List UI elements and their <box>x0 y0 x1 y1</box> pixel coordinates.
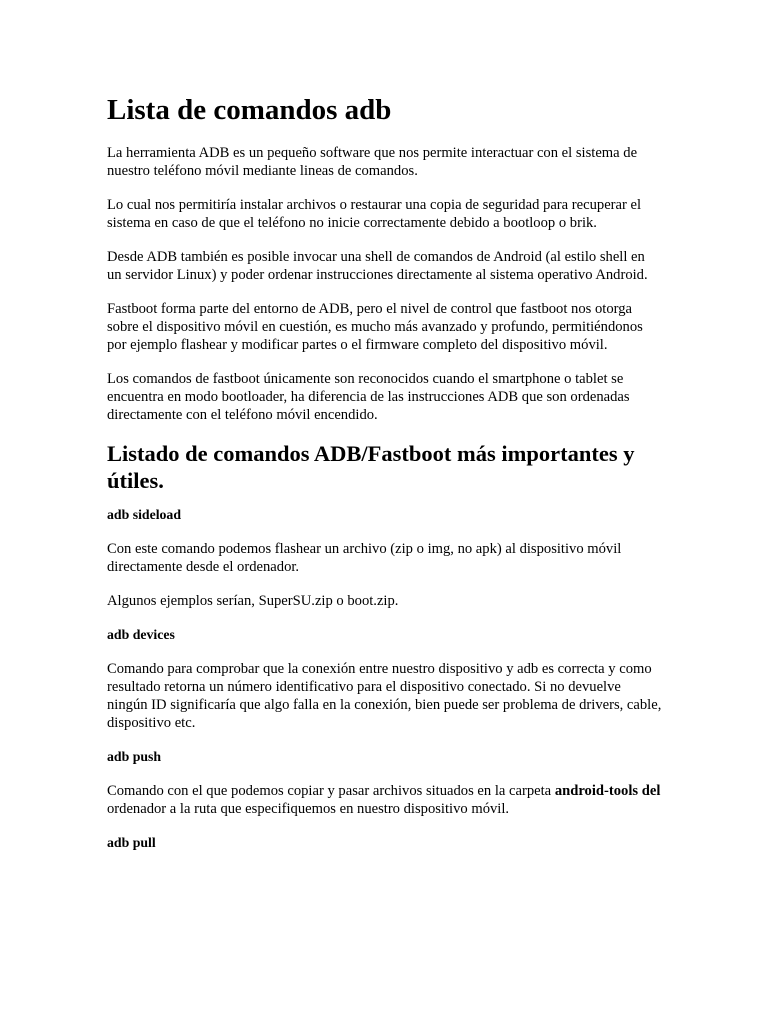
command-heading-adb-devices: adb devices <box>107 627 175 642</box>
intro-paragraph: Fastboot forma parte del entorno de ADB, pero el nivel de control que fastboot nos otorga sobre el dispositivo móvil en cuestión, es mucho más avanzado y profundo, permitiéndonos por ejemplo flashear y modificar partes o el firmware completo del dispositivo móvil. <box>107 301 643 353</box>
page-title: Lista de comandos adb <box>107 94 392 126</box>
command-description <box>107 782 663 818</box>
document-page <box>107 90 663 868</box>
intro-paragraph: Desde ADB también es posible invocar una shell de comandos de Android (al estilo shell en un servidor Linux) y poder ordenar instrucciones directamente al sistema operativo Android. <box>107 249 648 283</box>
intro-paragraph: La herramienta ADB es un pequeño software que nos permite interactuar con el sistema de nuestro teléfono móvil mediante lineas de comandos. <box>107 145 638 179</box>
command-description: Algunos ejemplos serían, SuperSU.zip o boot.zip. <box>107 593 399 609</box>
intro-paragraph: Los comandos de fastboot únicamente son reconocidos cuando el smartphone o tablet se encuentra en modo bootloader, ha diferencia de las instrucciones ADB que son ordenadas directamente con el teléfono móvil encendido. <box>107 371 630 423</box>
section-title: Listado de comandos ADB/Fastboot más importantes y útiles. <box>107 441 635 493</box>
command-description: Con este comando podemos flashear un archivo (zip o img, no apk) al dispositivo móvil directamente desde el ordenador. <box>107 541 622 575</box>
command-heading-adb-pull: adb pull <box>107 835 156 850</box>
command-heading-adb-sideload: adb sideload <box>107 507 181 522</box>
command-description: Comando para comprobar que la conexión entre nuestro dispositivo y adb es correcta y como resultado retorna un número identificativo para el dispositivo conectado. Si no devuelve ningún ID significaría que algo falla en la conexión, bien puede ser problema de drivers, cable, dispositivo etc. <box>107 661 662 731</box>
push-text-after: ordenador a la ruta que especifiquemos en nuestro dispositivo móvil. <box>107 801 510 817</box>
intro-paragraph: Lo cual nos permitiría instalar archivos o restaurar una copia de seguridad para recuperar el sistema en caso de que el teléfono no inicie correctamente debido a bootloop o brik. <box>107 197 642 231</box>
push-text-before: Comando con el que podemos copiar y pasar archivos situados en la carpeta <box>107 783 555 799</box>
push-bold-path: android-tools del <box>554 783 661 799</box>
command-heading-adb-push: adb push <box>107 749 162 764</box>
